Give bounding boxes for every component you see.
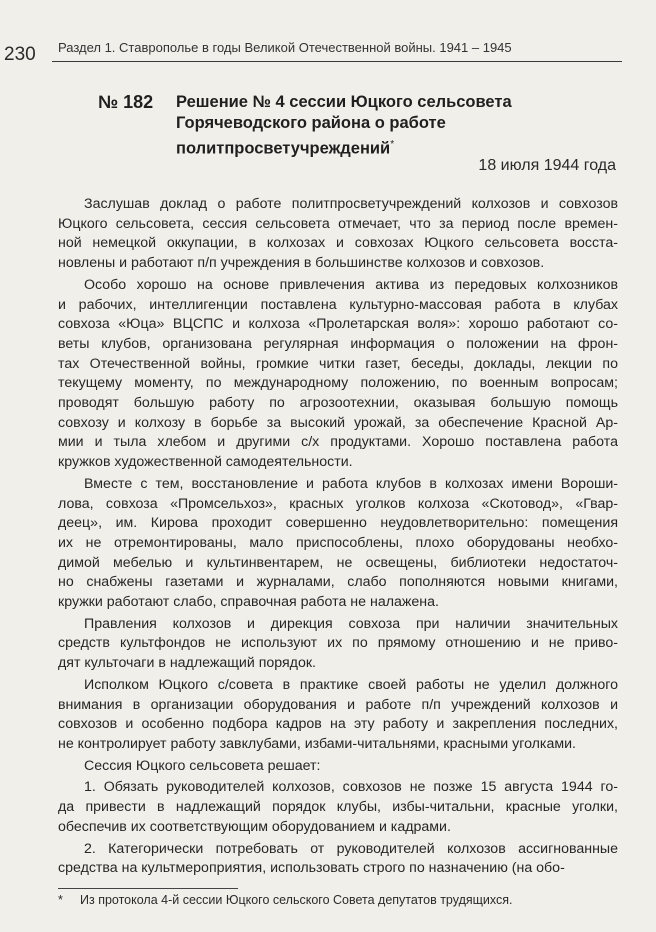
paragraph-line: средства на культмероприятия, использовать строго по назначению (на обо-: [58, 860, 565, 877]
paragraph-line: тах Отечественной войны, громкие читки газет, беседы, доклады, лекции по: [58, 355, 618, 372]
paragraph-line: обеспечив их соответствующим оборудованием и кадрами.: [58, 818, 451, 835]
paragraph-line: проводят большую работу по агрозоотехнии, оказывая большую помощь: [58, 395, 618, 412]
paragraph-line: Исполком Юцкого с/совета в практике своей работы не уделил должного: [84, 676, 618, 693]
paragraph-line: кружки работают слабо, справочная работа не налажена.: [58, 594, 439, 611]
document-title-line: Решение № 4 сессии Юцкого сельсовета: [176, 93, 512, 111]
document-number: № 182: [98, 92, 154, 112]
page-number: 230: [4, 44, 36, 65]
paragraph-line: совхозов и особенно подбора кадров на эту работу и закрепления последних,: [58, 716, 618, 733]
footnote-divider: [58, 888, 238, 889]
paragraph: [58, 615, 618, 674]
running-header: Раздел 1. Ставрополье в годы Великой Отечественной войны. 1941 – 1945: [58, 40, 512, 55]
paragraph: [58, 840, 618, 879]
paragraph-line: Вместе с тем, восстановление и работа клубов в колхозах имени Вороши-: [84, 475, 618, 492]
document-title-line-text: политпросветучреждений: [176, 139, 391, 158]
footnote-mark: *: [58, 893, 63, 907]
paragraph-line: 2. Категорически потребовать от руководителей колхозов ассигнованные: [84, 840, 618, 857]
paragraph-line: текущему моменту, по международному положению, по военным вопросам;: [58, 375, 618, 392]
paragraph-line: их не отремонтированы, мало приспособлены, плохо оборудованы необхо-: [58, 534, 618, 551]
paragraph-line: новлены и работают п/п учреждения в большинстве колхозов и совхозов.: [58, 255, 545, 272]
paragraph-line: деец», им. Кирова проходит совершенно неудовлетворительно: помещения: [58, 515, 618, 532]
paragraph: [58, 276, 618, 473]
document-date: 18 июля 1944 года: [478, 157, 616, 174]
paragraph-line: Особо хорошо на основе привлечения актива из передовых колхозников: [84, 276, 618, 293]
paragraph-line: внимания в организации оборудования и работе п/п учреждений колхозов и: [58, 696, 618, 713]
paragraph: [58, 195, 618, 274]
paragraph: [58, 676, 618, 755]
paragraph-line: кружков художественной самодеятельности.: [58, 454, 353, 471]
document-title-line: Горячеводского района о работе: [176, 114, 446, 132]
paragraph-line: средств культфондов не используют их по прямому отношению и не приво-: [58, 635, 618, 652]
paragraph-line: лова, совхоза «Промсельхоз», красных уголков колхоза «Скотовод», «Гвар-: [58, 495, 618, 512]
paragraph-line: не контролирует работу завклубами, избами-читальнями, красными уголками.: [58, 735, 576, 752]
paragraph-line: мии и тыла хлебом и другими с/х продуктами. Хорошо поставлена работа: [58, 434, 618, 451]
paragraph-line: ной немецкой оккупации, в колхозах и совхозах Юцкого сельсовета восста-: [58, 235, 618, 252]
paragraph-line: совхозу и колхозу в борьбе за высокий урожай, за обеспечение Красной Ар-: [58, 414, 618, 431]
paragraph-line: 1. Обязать руководителей колхозов, совхозов не позже 15 августа 1944 го-: [84, 779, 618, 796]
document-title: [176, 92, 596, 160]
paragraph-line: Сессия Юцкого сельсовета решает:: [84, 757, 321, 774]
footnote: [58, 893, 513, 907]
paragraph-line: и рабочих, интеллигенции поставлена культурно-массовая работа в клубах: [58, 296, 618, 313]
document-body: [58, 195, 618, 881]
footnote-text: Из протокола 4-й сессии Юцкого сельского Совета депутатов трудящихся.: [80, 893, 513, 907]
paragraph: [58, 475, 618, 613]
document-title-line: [176, 134, 596, 160]
paragraph-line: димой мебелью и культинвентарем, не освещены, библиотеки недостаточ-: [58, 554, 618, 571]
paragraph: [58, 757, 618, 777]
footnote-marker: *: [390, 139, 395, 150]
paragraph-line: да привести в надлежащий порядок клубы, избы-читальни, красные уголки,: [58, 799, 618, 816]
paragraph-line: Правления колхозов и дирекция совхоза при наличии значительных: [84, 615, 618, 632]
paragraph-line: Заслушав доклад о работе политпросветучреждений колхозов и совхозов: [84, 196, 618, 212]
paragraph-line: совхоза «Юца» ВЦСПС и колхоза «Пролетарская воля»: хорошо работают со-: [58, 316, 618, 333]
header-divider: [52, 61, 622, 62]
paragraph-line: веты клубов, организована регулярная информация о положении на фрон-: [58, 335, 618, 352]
paragraph-line: Юцкого сельсовета, сессия сельсовета отмечает, что за период после времен-: [58, 215, 618, 232]
paragraph: [58, 778, 618, 837]
paragraph-line: дят культочаги в надлежащий порядок.: [58, 655, 316, 672]
paragraph-line: но снабжены газетами и журналами, слабо пополняются новыми книгами,: [58, 574, 618, 591]
